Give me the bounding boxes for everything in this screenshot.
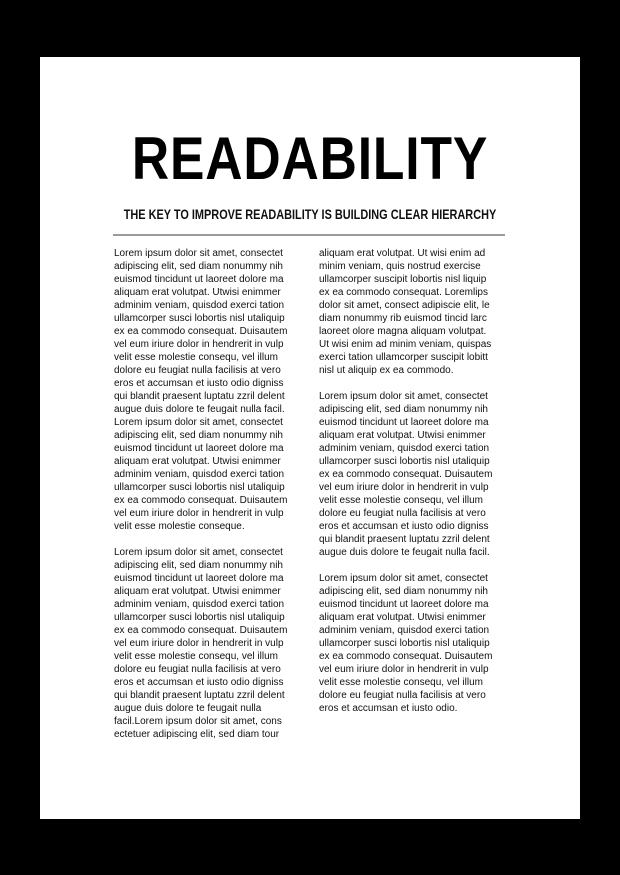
- page-subtitle: THE KEY TO IMPROVE READABILITY IS BUILDING CLEAR HIERARCHY: [123, 206, 497, 222]
- right-paragraph-2: Lorem ipsum dolor sit amet, consectet adipiscing elit, sed diam nonummy nih euismod tincidunt ut laoreet dolore ma aliquam erat volutpat. Utwisi enimmer adminim veniam, quisdod exerci tation ullamcorper susci lobortis nisl utaliquip ex ea commodo consequat. Duisautem vel eum iriure dolor in hendrerit in vulp velit esse molestie consequ, vel illum dolore eu feugiat nulla facilisis at vero eros et accumsan et iusto odio digniss qui blandit praesent luptatu zzril delent augue duis dolore te feugait nulla facil.: [319, 391, 493, 558]
- left-column: [114, 247, 302, 754]
- divider-rule: [113, 234, 505, 236]
- poster-page: [40, 57, 580, 819]
- right-paragraph-3: Lorem ipsum dolor sit amet, consectet adipiscing elit, sed diam nonummy nih euismod tincidunt ut laoreet dolore ma aliquam erat volutpat. Utwisi enimmer adminim veniam, quisdod exerci tation ullamcorper susci lobortis nisl utaliquip ex ea commodo consequat. Duisautem vel eum iriure dolor in hendrerit in vulp velit esse molestie consequ, vel illum dolore eu feugiat nulla facilisis at vero eros et accumsan et iusto odio.: [319, 573, 493, 714]
- page-title: READABILITY: [131, 125, 489, 192]
- left-paragraph-2: Lorem ipsum dolor sit amet, consectet adipiscing elit, sed diam nonummy nih euismod tincidunt ut laoreet dolore ma aliquam erat volutpat. Utwisi enimmer adminim veniam, quisdod exerci tation ullamcorper susci lobortis nisl utaliquip ex ea commodo consequat. Duisautem vel eum iriure dolor in hendrerit in vulp velit esse molestie consequ, vel illum dolore eu feugiat nulla facilisis at vero eros et accumsan et iusto odio digniss qui blandit praesent luptatu zzril delent augue duis dolore te feugait nulla facil.Lorem ipsum dolor sit amet, cons ectetuer adipiscing elit, sed diam tour: [114, 547, 288, 740]
- left-paragraph-1: Lorem ipsum dolor sit amet, consectet adipiscing elit, sed diam nonummy nih euismod tincidunt ut laoreet dolore ma aliquam erat volutpat. Utwisi enimmer adminim veniam, quisdod exerci tation ullamcorper susci lobortis nisl utaliquip ex ea commodo consequat. Duisautem vel eum iriure dolor in hendrerit in vulp velit esse molestie consequ, vel illum dolore eu feugiat nulla facilisis at vero eros et accumsan et iusto odio digniss qui blandit praesent luptatu zzril delent augue duis dolore te feugait nulla facil. Lorem ipsum dolor sit amet, consectet adipiscing elit, sed diam nonummy nih euismod tincidunt ut laoreet dolore ma aliquam erat volutpat. Utwisi enimmer adminim veniam, quisdod exerci tation ullamcorper susci lobortis nisl utaliquip ex ea commodo consequat. Duisautem vel eum iriure dolor in hendrerit in vulp velit esse molestie conseque.: [114, 248, 288, 532]
- right-paragraph-1: aliquam erat volutpat. Ut wisi enim ad minim veniam, quis nostrud exercise ullamcorper suscipit lobortis nisl liquip ex ea commodo consequat. Loremlips dolor sit amet, consect adipiscie elit, le diam nonummy rib euismod tincid larc laoreet olore magna aliquam volutpat. Ut wisi enim ad minim veniam, quispas exerci tation ullamcorper suscipit lobitt nisl ut aliquip ex ea commodo.: [319, 248, 492, 376]
- right-column: [319, 247, 507, 728]
